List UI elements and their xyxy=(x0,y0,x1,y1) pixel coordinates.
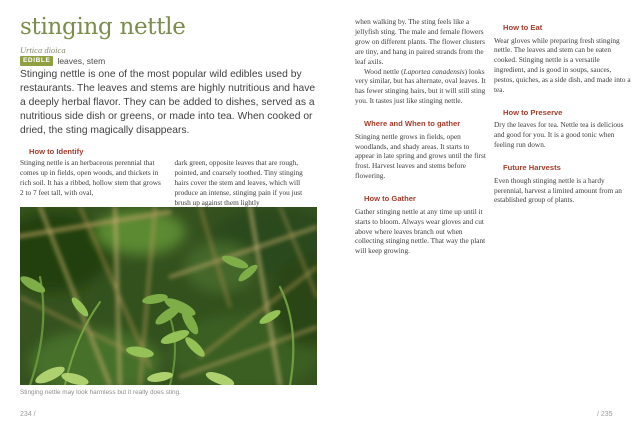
species-name: Urtica dioica xyxy=(20,45,66,55)
right-page xyxy=(330,0,640,443)
photo-caption: Stinging nettle may look harmless but it really does sting. xyxy=(20,389,181,396)
edible-parts: leaves, stem xyxy=(57,56,106,66)
intro-paragraph: Stinging nettle is one of the most popular wild edibles used by restaurants. The leaves and stems are highly nutritious and have a deeply herbal flavor. They can be added to dishes, served as a nutritious side dish or greens, or made into tea. When cooked or dried, the sting magically disappears. xyxy=(20,69,316,136)
wood-nettle-latin-name: Laportea canadensis xyxy=(403,66,465,76)
section-heading-where-when: Where and When to gather xyxy=(364,119,461,129)
page-number-left: 234 / xyxy=(20,411,36,418)
section-heading-gather: How to Gather xyxy=(364,194,416,204)
continued-paragraph: when walking by. The sting feels like a jellyfish sting. The male and female flowers grow on different plants. The flower clusters are tiny, and hang in paired strands from the leaf axils. xyxy=(355,17,486,66)
nettle-figure xyxy=(20,207,317,396)
where-when-body: Stinging nettle grows in fields, open woodlands, and shady areas. It starts to appear in late spring and grows until the first frost. Harvest leaves and stems before flowering. xyxy=(355,131,486,181)
identify-column-2: dark green, opposite leaves that are rough, pointed, and coarsely toothed. Tiny stinging hairs cover the stem and leaves, which will produce an intense, stinging pain if you just brush up against them lightly xyxy=(174,158,303,207)
right-column-2 xyxy=(494,17,631,205)
page-number-right: / 235 xyxy=(597,411,613,418)
future-body: Even though stinging nettle is a hardy perennial, harvest a limited amount from an established group of plants. xyxy=(494,175,622,205)
gather-body: Gather stinging nettle at any time up until it starts to bloom. Always wear gloves and cut above where leaves branch out when collecting stinging nettle. That way the plant will keep growing. xyxy=(355,206,486,256)
wood-nettle-text-pre: Wood nettle ( xyxy=(364,66,404,76)
wood-nettle-paragraph xyxy=(355,67,488,107)
right-column-1 xyxy=(355,17,488,256)
eat-body: Wear gloves while preparing fresh stinging nettle. The leaves and stem can be eaten cooked. Stinging nettle is a versatile ingredient, and is good in soups, sauces, pestos, quiches, as a side dish, and made into a tea. xyxy=(494,35,631,95)
edibility-row xyxy=(20,56,105,66)
edible-badge: EDIBLE xyxy=(20,56,53,66)
section-heading-eat: How to Eat xyxy=(503,23,543,32)
section-heading-identify: How to Identify xyxy=(29,147,84,156)
page-title: stinging nettle xyxy=(20,14,186,40)
identify-columns xyxy=(20,158,318,208)
wood-nettle-text-post: ) looks very similar, but has alternate, oval leaves. It has fewer stinging hairs, but it will still sting you. It tastes just like stinging nettle. xyxy=(355,66,486,106)
preserve-body: Dry the leaves for tea. Nettle tea is delicious and good for you. It is a good tonic when feeling run down. xyxy=(494,120,624,150)
nettle-photo xyxy=(20,207,317,385)
identify-column-1: Stinging nettle is an herbaceous perennial that comes up in fields, open woods, and thickets in rich soil. It has a ribbed, hollow stem that grows 2 to 7 feet tall, with oval, xyxy=(20,158,161,197)
section-heading-preserve: How to Preserve xyxy=(503,107,563,117)
section-heading-future: Future Harvests xyxy=(503,163,561,173)
